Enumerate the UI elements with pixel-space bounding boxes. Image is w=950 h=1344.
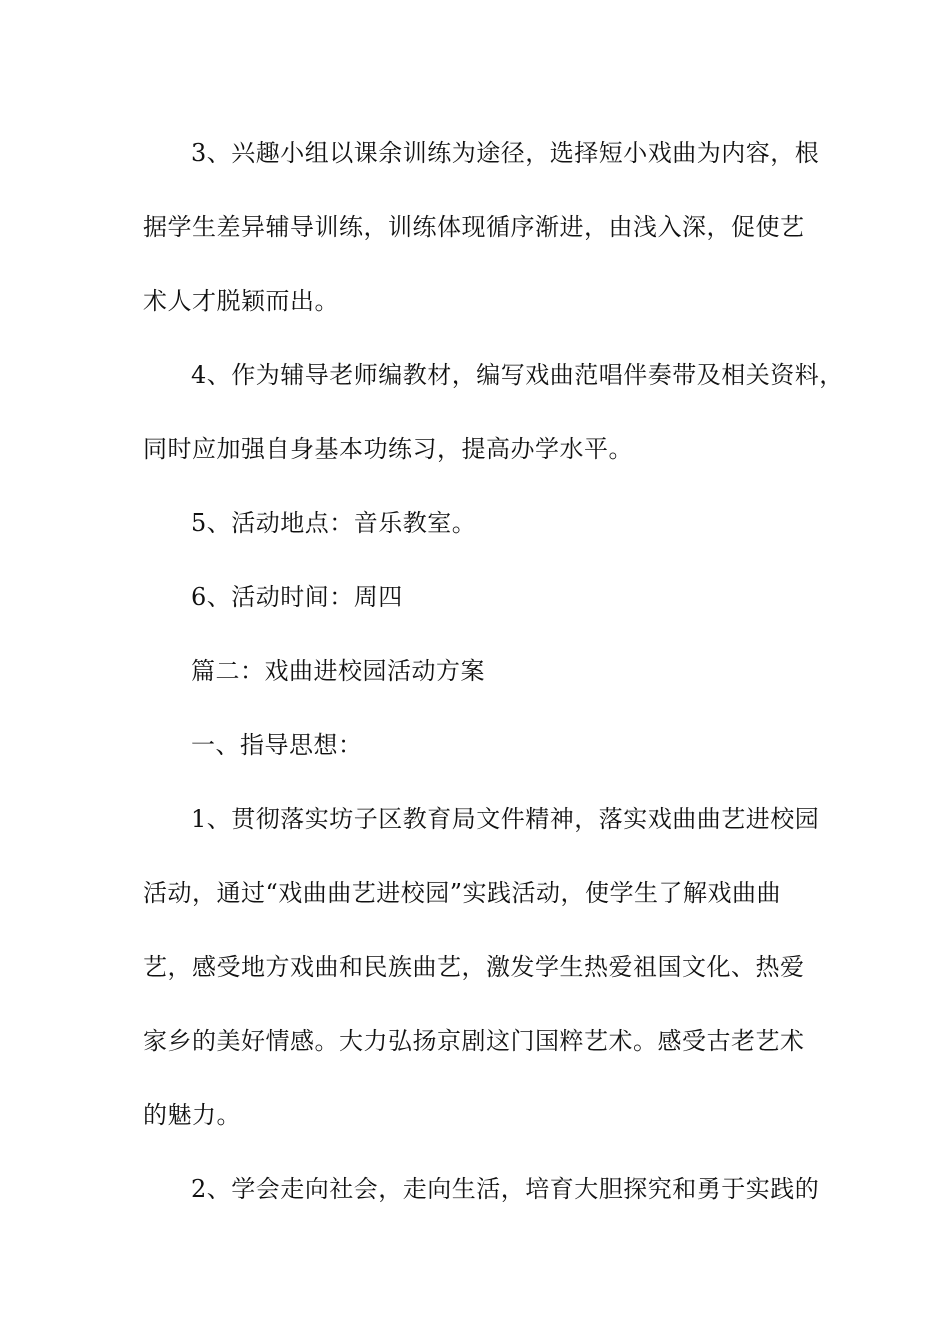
paragraph-3-line-2: 据学生差异辅导训练，训练体现循序渐进，由浅入深，促使艺 (143, 213, 805, 241)
paragraph-3-line-3: 术人才脱颖而出。 (143, 287, 339, 315)
paragraph-1-line-3: 艺，感受地方戏曲和民族曲艺，激发学生热爱祖国文化、热爱 (143, 953, 805, 981)
heading-guiding-ideology: 一、指导思想： (191, 731, 363, 759)
section-title: 篇二：戏曲进校园活动方案 (191, 657, 485, 685)
paragraph-3-line-1: 3、兴趣小组以课余训练为途径，选择短小戏曲为内容，根 (191, 139, 820, 167)
paragraph-6-activity-time: 6、活动时间：周四 (191, 583, 403, 611)
paragraph-1-line-2: 活动，通过“戏曲曲艺进校园”实践活动，使学生了解戏曲曲 (143, 879, 782, 907)
paragraph-2-line-1: 2、学会走向社会，走向生活，培育大胆探究和勇于实践的 (191, 1175, 820, 1203)
paragraph-1-line-4: 家乡的美好情感。大力弘扬京剧这门国粹艺术。感受古老艺术 (143, 1027, 805, 1055)
paragraph-4-line-2: 同时应加强自身基本功练习，提高办学水平。 (143, 435, 633, 463)
paragraph-4-line-1: 4、作为辅导老师编教材，编写戏曲范唱伴奏带及相关资料， (191, 361, 844, 389)
paragraph-5-activity-location: 5、活动地点：音乐教室。 (191, 509, 477, 537)
paragraph-1-line-1: 1、贯彻落实坊子区教育局文件精神，落实戏曲曲艺进校园 (191, 805, 820, 833)
paragraph-1-line-5: 的魅力。 (143, 1101, 241, 1129)
